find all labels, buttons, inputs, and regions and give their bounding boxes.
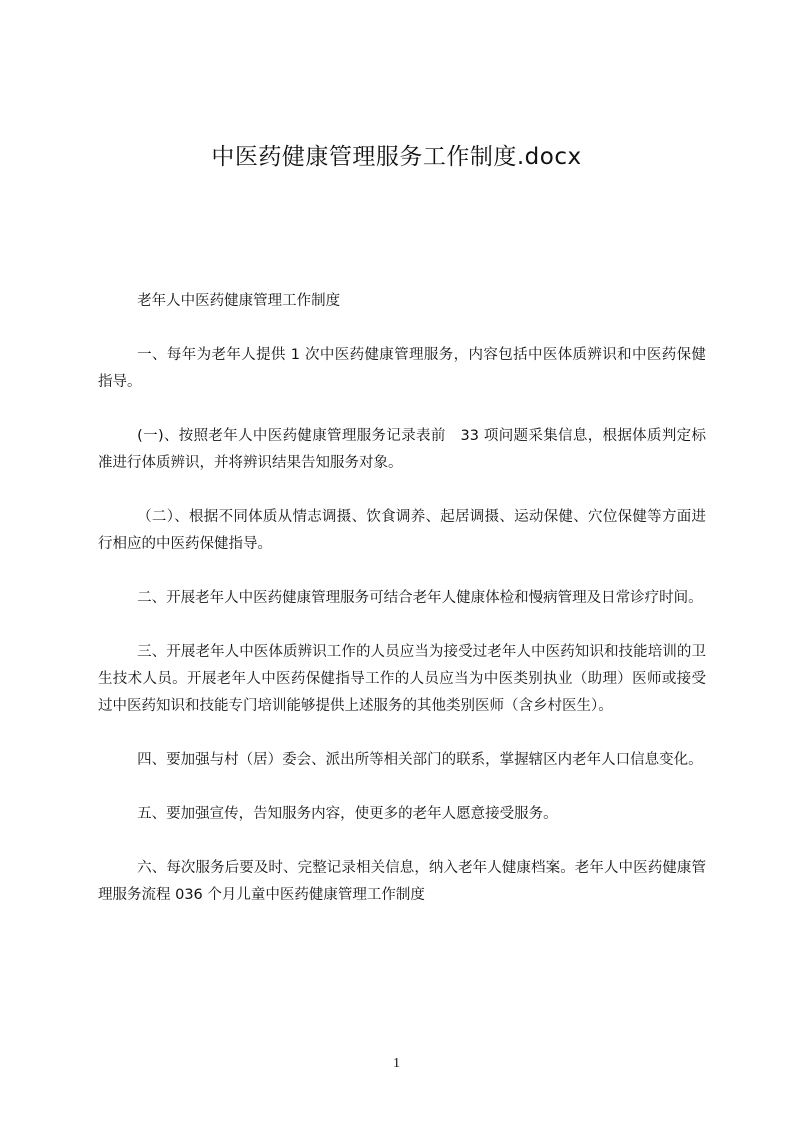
paragraph: （二）、根据不同体质从情志调摄、饮食调养、起居调摄、运动保健、穴位保健等方面进行相应的中医药保健指导。	[98, 509, 706, 552]
page-number: 1	[393, 1056, 400, 1071]
paragraph: 一、每年为老年人提供 1 次中医药健康管理服务，内容包括中医体质辨识和中医药保健指导。	[98, 347, 706, 390]
document-title: 中医药健康管理服务工作制度.docx	[211, 144, 582, 170]
paragraph: 六、每次服务后要及时、完整记录相关信息，纳入老年人健康档案。老年人中医药健康管理服务流程 036 个月儿童中医药健康管理工作制度	[98, 860, 706, 903]
document-body	[98, 288, 706, 936]
paragraph: (一)、按照老年人中医药健康管理服务记录表前 33 项问题采集信息，根据体质判定标准进行体质辨识，并将辨识结果告知服务对象。	[98, 428, 706, 471]
section-heading: 老年人中医药健康管理工作制度	[137, 293, 341, 309]
paragraph: 三、开展老年人中医体质辨识工作的人员应当为接受过老年人中医药知识和技能培训的卫生技术人员。开展老年人中医药保健指导工作的人员应当为中医类别执业（助理）医师或接受过中医药知识和技能专门培训能够提供上述服务的其他类别医师（含乡村医生）。	[98, 644, 706, 714]
paragraph: 五、要加强宣传，告知服务内容，使更多的老年人愿意接受服务。	[137, 806, 558, 822]
paragraph: 四、要加强与村（居）委会、派出所等相关部门的联系，掌握辖区内老年人口信息变化。	[137, 752, 703, 768]
paragraph: 二、开展老年人中医药健康管理服务可结合老年人健康体检和慢病管理及日常诊疗时间。	[137, 590, 703, 606]
